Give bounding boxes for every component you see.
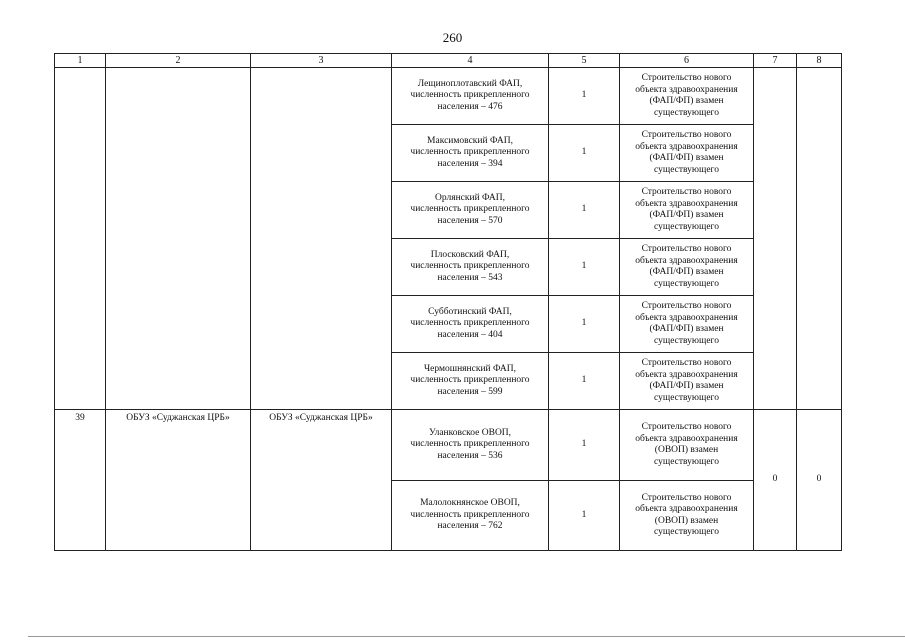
action-line4: существующего [654, 456, 719, 467]
cell-action [620, 353, 754, 410]
cell-action [620, 182, 754, 239]
action-line2: объекта здравоохранения [635, 312, 738, 323]
cell-action [620, 481, 754, 551]
header-col-8: 8 [797, 54, 842, 68]
cell-facility [392, 353, 549, 410]
cell-qty: 1 [549, 296, 620, 353]
action-line4: существующего [654, 164, 719, 175]
action-line3: (ОВОП) взамен [654, 515, 719, 526]
facility-line2: численность прикрепленного [410, 509, 530, 520]
cell-qty: 1 [549, 68, 620, 125]
facility-line3: населения – 536 [437, 450, 503, 461]
cell-action [620, 125, 754, 182]
action-line2: объекта здравоохранения [635, 433, 738, 444]
header-col-2: 2 [106, 54, 251, 68]
facility-line2: численность прикрепленного [410, 204, 530, 215]
facility-name: Уланковское ОВОП, [428, 427, 512, 438]
facility-name: Малолокнянское ОВОП, [420, 498, 520, 509]
header-col-3: 3 [251, 54, 392, 68]
cell-qty: 1 [549, 353, 620, 410]
cell-action [620, 296, 754, 353]
action-line1: Строительство нового [641, 301, 732, 311]
action-line1: Строительство нового [641, 187, 732, 197]
cell-facility [392, 296, 549, 353]
cell-facility [392, 182, 549, 239]
facility-name: Чермошнянский ФАП, [424, 363, 516, 374]
facility-line3: населения – 599 [437, 386, 503, 397]
action-line1: Строительство нового [641, 422, 732, 432]
cell-col7-empty [754, 68, 797, 410]
cell-num-empty [55, 68, 106, 410]
facility-name: Лещиноплотавский ФАП, [417, 78, 523, 89]
facility-line2: численность прикрепленного [410, 261, 530, 272]
table-row [55, 68, 842, 125]
action-line2: объекта здравоохранения [635, 84, 738, 95]
header-col-4: 4 [392, 54, 549, 68]
facility-line3: населения – 762 [437, 521, 503, 532]
facility-line3: населения – 394 [437, 158, 503, 169]
facility-line3: населения – 404 [437, 329, 503, 340]
action-line2: объекта здравоохранения [635, 198, 738, 209]
action-line1: Строительство нового [641, 492, 732, 503]
cell-org-empty [106, 68, 251, 410]
facility-line2: численность прикрепленного [410, 318, 530, 329]
action-line3: (ФАП/ФП) взамен [649, 381, 724, 391]
cell-action [620, 410, 754, 481]
cell-col8: 0 [797, 410, 842, 551]
action-line4: существующего [654, 107, 719, 118]
page-bottom-divider [28, 636, 905, 637]
action-line4: существующего [654, 221, 719, 232]
facility-line3: населения – 543 [437, 272, 503, 283]
cell-facility [392, 239, 549, 296]
action-line2: объекта здравоохранения [635, 255, 738, 266]
cell-facility [392, 125, 549, 182]
action-line2: объекта здравоохранения [635, 141, 738, 152]
facility-name: Плосковский ФАП, [430, 249, 510, 260]
facilities-table [54, 53, 842, 551]
facility-name: Орлянский ФАП, [434, 192, 506, 203]
page-number: 260 [442, 30, 463, 45]
header-col-6: 6 [620, 54, 754, 68]
cell-qty: 1 [549, 239, 620, 296]
cell-qty: 1 [549, 125, 620, 182]
cell-num: 39 [55, 410, 106, 551]
action-line4: существующего [654, 527, 719, 537]
action-line3: (ФАП/ФП) взамен [649, 324, 724, 334]
cell-qty: 1 [549, 182, 620, 239]
action-line2: объекта здравоохранения [635, 504, 738, 514]
action-line4: существующего [654, 278, 719, 289]
cell-qty: 1 [549, 481, 620, 551]
cell-col8-empty [797, 68, 842, 410]
cell-facility [392, 481, 549, 551]
action-line2: объекта здравоохранения [635, 369, 738, 380]
action-line3: (ФАП/ФП) взамен [649, 153, 724, 163]
action-line3: (ОВОП) взамен [654, 445, 719, 455]
header-col-5: 5 [549, 54, 620, 68]
facility-line2: численность прикрепленного [410, 439, 530, 450]
facility-line2: численность прикрепленного [410, 90, 530, 101]
facility-line2: численность прикрепленного [410, 375, 530, 386]
action-line3: (ФАП/ФП) взамен [649, 267, 724, 277]
facility-name: Максимовский ФАП, [427, 135, 513, 146]
cell-action [620, 68, 754, 125]
action-line4: существующего [654, 335, 719, 346]
action-line1: Строительство нового [641, 358, 732, 368]
cell-facility [392, 68, 549, 125]
cell-qty: 1 [549, 410, 620, 481]
cell-facility [392, 410, 549, 481]
cell-org: ОБУЗ «Суджанская ЦРБ» [106, 410, 251, 551]
action-line1: Строительство нового [641, 130, 732, 140]
header-col-1: 1 [55, 54, 106, 68]
facility-name: Субботинский ФАП, [428, 306, 512, 317]
action-line3: (ФАП/ФП) взамен [649, 96, 724, 106]
action-line4: существующего [654, 392, 719, 403]
facility-line2: численность прикрепленного [410, 147, 530, 158]
header-row [55, 54, 842, 68]
table-row [55, 410, 842, 481]
facility-line3: населения – 570 [437, 215, 503, 226]
action-line3: (ФАП/ФП) взамен [649, 210, 724, 220]
facility-line3: населения – 476 [437, 101, 503, 112]
action-line1: Строительство нового [641, 73, 732, 83]
action-line1: Строительство нового [641, 244, 732, 254]
cell-action [620, 239, 754, 296]
cell-org2: ОБУЗ «Суджанская ЦРБ» [251, 410, 392, 551]
header-col-7: 7 [754, 54, 797, 68]
cell-org2-empty [251, 68, 392, 410]
cell-col7: 0 [754, 410, 797, 551]
